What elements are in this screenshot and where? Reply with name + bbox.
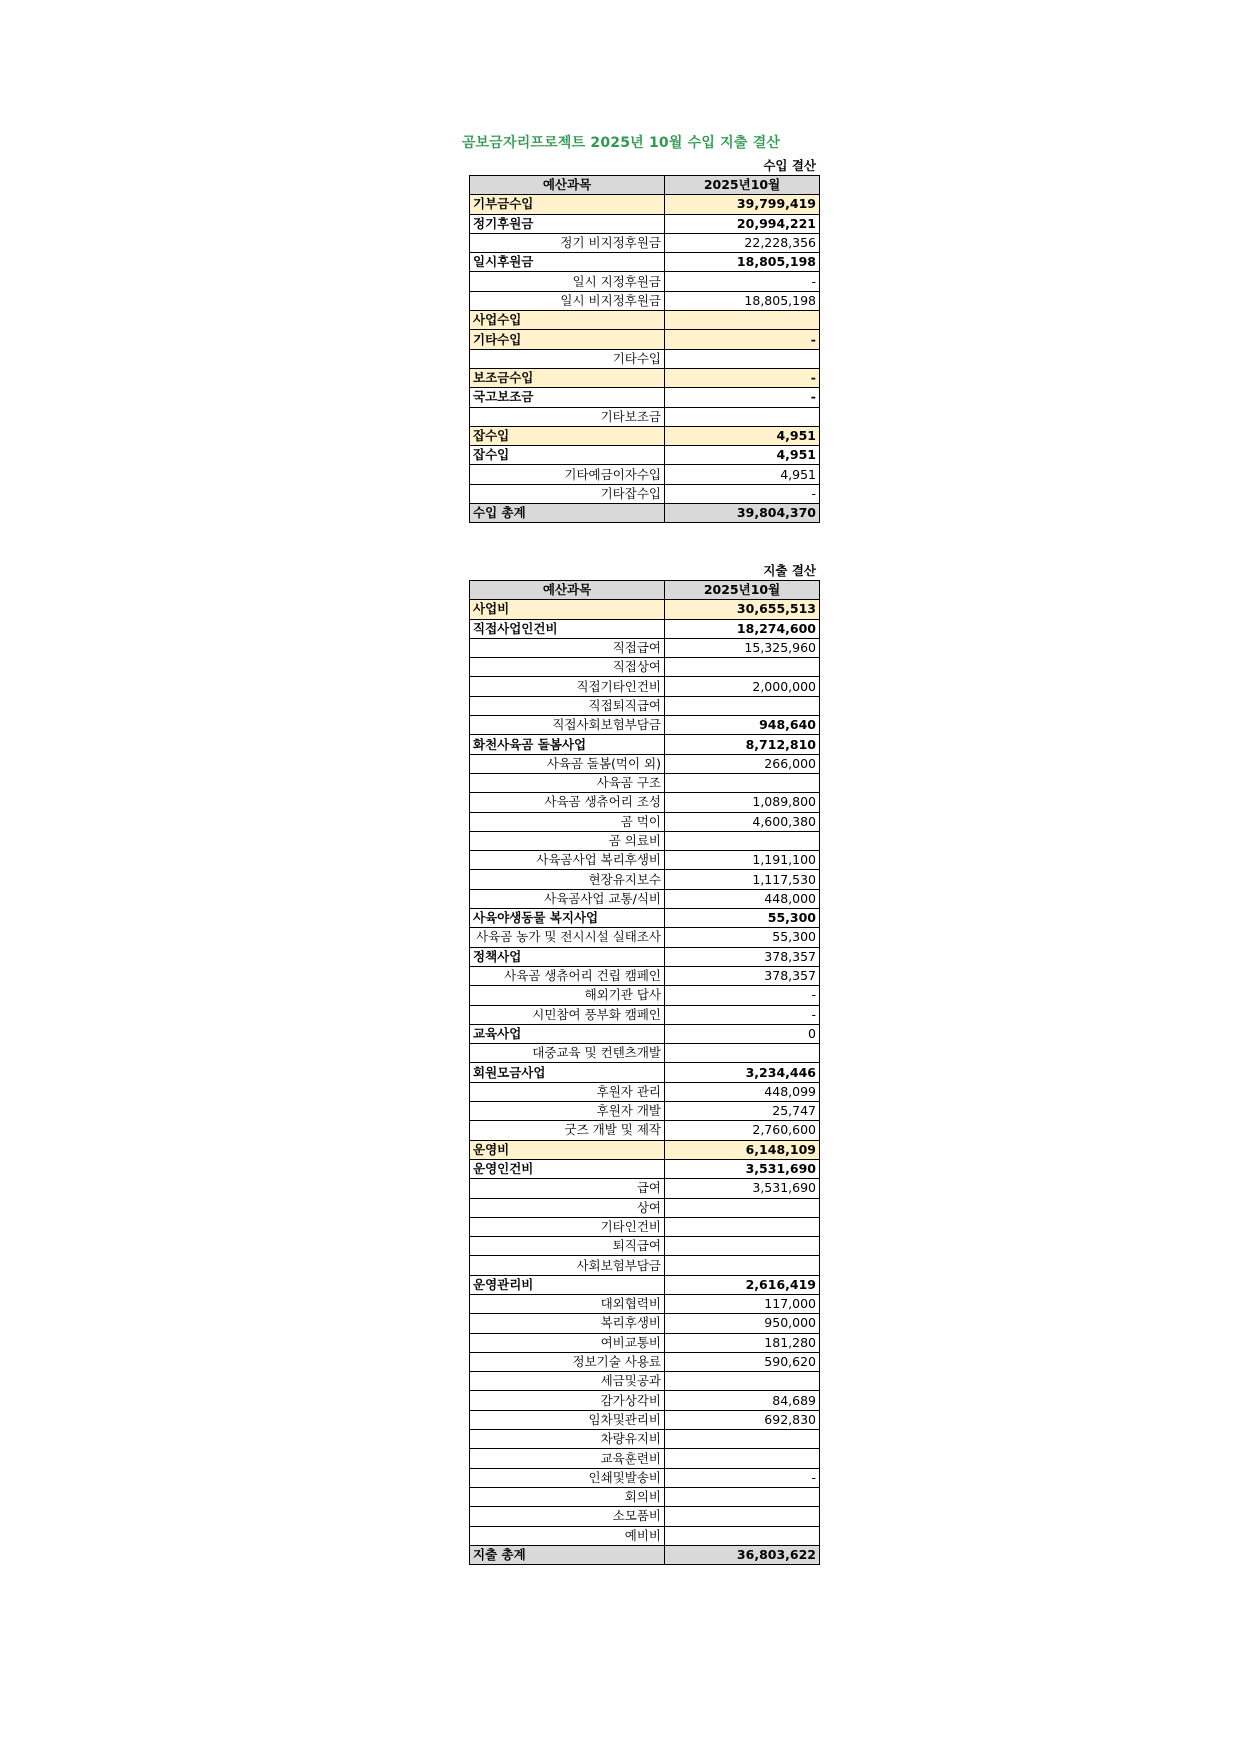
column-header-period: 2025년10월 (665, 581, 820, 600)
account-name-cell: 퇴직급여 (470, 1237, 665, 1256)
amount-cell: - (665, 1468, 820, 1487)
table-row (470, 1545, 820, 1564)
table-row (470, 1372, 820, 1391)
table-row (470, 1082, 820, 1101)
table-row (470, 658, 820, 677)
amount-cell: 4,951 (665, 426, 820, 445)
table-row (470, 677, 820, 696)
account-name-cell: 기타잡수입 (470, 484, 665, 503)
account-name-cell: 복리후생비 (470, 1314, 665, 1333)
table-row (470, 870, 820, 889)
account-name-cell: 곰 먹이 (470, 812, 665, 831)
account-name-cell: 사육곰 농가 및 전시시설 실태조사 (470, 928, 665, 947)
column-header-account: 예산과목 (470, 581, 665, 600)
amount-cell (665, 1198, 820, 1217)
table-row (470, 272, 820, 291)
amount-cell (665, 1430, 820, 1449)
table-row (470, 909, 820, 928)
account-name-cell: 교육사업 (470, 1024, 665, 1043)
account-name-cell: 곰 의료비 (470, 831, 665, 850)
amount-cell: 948,640 (665, 716, 820, 735)
table-row (470, 716, 820, 735)
income-section (469, 157, 819, 523)
income-header-row (470, 176, 820, 195)
table-row (470, 349, 820, 368)
account-name-cell: 사육곰사업 복리후생비 (470, 851, 665, 870)
expense-table (469, 580, 820, 1565)
amount-cell: 378,357 (665, 947, 820, 966)
amount-cell: 25,747 (665, 1102, 820, 1121)
account-name-cell: 사육곰 구조 (470, 773, 665, 792)
amount-cell: 950,000 (665, 1314, 820, 1333)
account-name-cell: 대중교육 및 컨텐츠개발 (470, 1044, 665, 1063)
amount-cell: 181,280 (665, 1333, 820, 1352)
table-row (470, 1005, 820, 1024)
table-row (470, 696, 820, 715)
account-name-cell: 교육훈련비 (470, 1449, 665, 1468)
table-row (470, 1410, 820, 1429)
page-title: 곰보금자리프로젝트 2025년 10월 수입 지출 결산 (461, 135, 781, 151)
account-name-cell: 운영관리비 (470, 1275, 665, 1294)
account-name-cell: 일시 지정후원금 (470, 272, 665, 291)
amount-cell: 4,951 (665, 465, 820, 484)
amount-cell: 2,616,419 (665, 1275, 820, 1294)
account-name-cell: 화천사육곰 돌봄사업 (470, 735, 665, 754)
account-name-cell: 회원모금사업 (470, 1063, 665, 1082)
income-table (469, 175, 820, 523)
account-name-cell: 사업수입 (470, 311, 665, 330)
account-name-cell: 잡수입 (470, 446, 665, 465)
amount-cell: 1,089,800 (665, 793, 820, 812)
account-name-cell: 직접사업인건비 (470, 619, 665, 638)
amount-cell (665, 831, 820, 850)
table-row (470, 1256, 820, 1275)
table-row (470, 1044, 820, 1063)
table-row (470, 1024, 820, 1043)
table-row (470, 426, 820, 445)
table-row (470, 1487, 820, 1506)
table-row (470, 619, 820, 638)
account-name-cell: 회의비 (470, 1487, 665, 1506)
amount-cell: 55,300 (665, 909, 820, 928)
amount-cell: 3,234,446 (665, 1063, 820, 1082)
table-row (470, 1102, 820, 1121)
amount-cell (665, 1256, 820, 1275)
account-name-cell: 기타인건비 (470, 1217, 665, 1236)
amount-cell: - (665, 1005, 820, 1024)
account-name-cell: 해외기관 답사 (470, 986, 665, 1005)
account-name-cell: 정기 비지정후원금 (470, 233, 665, 252)
table-row (470, 1063, 820, 1082)
account-name-cell: 후원자 개발 (470, 1102, 665, 1121)
account-name-cell: 상여 (470, 1198, 665, 1217)
table-row (470, 773, 820, 792)
account-name-cell: 직접급여 (470, 638, 665, 657)
table-row (470, 1314, 820, 1333)
table-row (470, 1179, 820, 1198)
amount-cell: - (665, 986, 820, 1005)
account-name-cell: 임차및관리비 (470, 1410, 665, 1429)
table-row (470, 407, 820, 426)
amount-cell: 1,191,100 (665, 851, 820, 870)
table-row (470, 504, 820, 523)
table-row (470, 1198, 820, 1217)
account-name-cell: 직접기타인건비 (470, 677, 665, 696)
amount-cell: 39,804,370 (665, 504, 820, 523)
amount-cell: 20,994,221 (665, 214, 820, 233)
table-row (470, 368, 820, 387)
table-row (470, 1449, 820, 1468)
table-row (470, 195, 820, 214)
table-row (470, 253, 820, 272)
account-name-cell: 기타예금이자수입 (470, 465, 665, 484)
table-row (470, 1121, 820, 1140)
account-name-cell: 기타수입 (470, 330, 665, 349)
amount-cell: 22,228,356 (665, 233, 820, 252)
account-name-cell: 사육곰 돌봄(먹이 외) (470, 754, 665, 773)
account-name-cell: 예비비 (470, 1526, 665, 1545)
table-row (470, 831, 820, 850)
amount-cell: 4,951 (665, 446, 820, 465)
amount-cell: 266,000 (665, 754, 820, 773)
amount-cell (665, 1372, 820, 1391)
amount-cell (665, 1044, 820, 1063)
account-name-cell: 사육곰 생츄어리 조성 (470, 793, 665, 812)
account-name-cell: 보조금수입 (470, 368, 665, 387)
table-row (470, 465, 820, 484)
account-name-cell: 사육야생동물 복지사업 (470, 909, 665, 928)
table-row (470, 986, 820, 1005)
table-row (470, 638, 820, 657)
amount-cell: 3,531,690 (665, 1159, 820, 1178)
table-row (470, 1159, 820, 1178)
expense-section (469, 562, 819, 1565)
account-name-cell: 후원자 관리 (470, 1082, 665, 1101)
amount-cell: 1,117,530 (665, 870, 820, 889)
account-name-cell: 대외협력비 (470, 1294, 665, 1313)
amount-cell: 2,760,600 (665, 1121, 820, 1140)
account-name-cell: 감가상각비 (470, 1391, 665, 1410)
table-row (470, 484, 820, 503)
table-row (470, 966, 820, 985)
amount-cell (665, 1526, 820, 1545)
table-row (470, 1140, 820, 1159)
amount-cell: - (665, 330, 820, 349)
account-name-cell: 굿즈 개발 및 제작 (470, 1121, 665, 1140)
amount-cell: 590,620 (665, 1352, 820, 1371)
account-name-cell: 운영비 (470, 1140, 665, 1159)
amount-cell (665, 1449, 820, 1468)
account-name-cell: 기부금수입 (470, 195, 665, 214)
table-row (470, 214, 820, 233)
account-name-cell: 국고보조금 (470, 388, 665, 407)
account-name-cell: 일시후원금 (470, 253, 665, 272)
table-row (470, 754, 820, 773)
account-name-cell: 지출 총계 (470, 1545, 665, 1564)
amount-cell: 18,805,198 (665, 291, 820, 310)
account-name-cell: 현장유지보수 (470, 870, 665, 889)
amount-cell (665, 658, 820, 677)
table-row (470, 1507, 820, 1526)
amount-cell: - (665, 484, 820, 503)
table-row (470, 889, 820, 908)
table-row (470, 1526, 820, 1545)
table-row (470, 1352, 820, 1371)
amount-cell (665, 1217, 820, 1236)
account-name-cell: 급여 (470, 1179, 665, 1198)
table-row (470, 928, 820, 947)
amount-cell: - (665, 272, 820, 291)
amount-cell: 692,830 (665, 1410, 820, 1429)
amount-cell (665, 773, 820, 792)
column-header-period: 2025년10월 (665, 176, 820, 195)
column-header-account: 예산과목 (470, 176, 665, 195)
account-name-cell: 직접상여 (470, 658, 665, 677)
account-name-cell: 일시 비지정후원금 (470, 291, 665, 310)
table-row (470, 812, 820, 831)
amount-cell (665, 1237, 820, 1256)
amount-cell: 3,531,690 (665, 1179, 820, 1198)
table-row (470, 851, 820, 870)
account-name-cell: 사회보험부담금 (470, 1256, 665, 1275)
table-row (470, 1275, 820, 1294)
account-name-cell: 인쇄및발송비 (470, 1468, 665, 1487)
account-name-cell: 운영인건비 (470, 1159, 665, 1178)
account-name-cell: 사업비 (470, 600, 665, 619)
amount-cell: 378,357 (665, 966, 820, 985)
amount-cell: 55,300 (665, 928, 820, 947)
account-name-cell: 기타수입 (470, 349, 665, 368)
amount-cell: 117,000 (665, 1294, 820, 1313)
amount-cell (665, 1487, 820, 1506)
table-row (470, 735, 820, 754)
expense-section-label: 지출 결산 (763, 563, 816, 578)
amount-cell (665, 311, 820, 330)
table-row (470, 291, 820, 310)
table-row (470, 1333, 820, 1352)
table-row (470, 1430, 820, 1449)
amount-cell: 18,805,198 (665, 253, 820, 272)
table-row (470, 446, 820, 465)
amount-cell (665, 1507, 820, 1526)
amount-cell: - (665, 368, 820, 387)
amount-cell: 6,148,109 (665, 1140, 820, 1159)
account-name-cell: 기타보조금 (470, 407, 665, 426)
table-row (470, 793, 820, 812)
account-name-cell: 직접사회보험부담금 (470, 716, 665, 735)
amount-cell: 4,600,380 (665, 812, 820, 831)
amount-cell: 30,655,513 (665, 600, 820, 619)
table-row (470, 1217, 820, 1236)
account-name-cell: 소모품비 (470, 1507, 665, 1526)
amount-cell: 15,325,960 (665, 638, 820, 657)
table-row (470, 600, 820, 619)
amount-cell: 18,274,600 (665, 619, 820, 638)
amount-cell (665, 349, 820, 368)
amount-cell: 0 (665, 1024, 820, 1043)
account-name-cell: 정책사업 (470, 947, 665, 966)
account-name-cell: 직접퇴직급여 (470, 696, 665, 715)
table-row (470, 1294, 820, 1313)
table-row (470, 1391, 820, 1410)
account-name-cell: 정보기술 사용료 (470, 1352, 665, 1371)
amount-cell (665, 407, 820, 426)
account-name-cell: 여비교통비 (470, 1333, 665, 1352)
amount-cell: 8,712,810 (665, 735, 820, 754)
account-name-cell: 잡수입 (470, 426, 665, 445)
account-name-cell: 세금및공과 (470, 1372, 665, 1391)
account-name-cell: 수입 총계 (470, 504, 665, 523)
account-name-cell: 시민참여 풍부화 캠페인 (470, 1005, 665, 1024)
amount-cell (665, 696, 820, 715)
table-row (470, 388, 820, 407)
amount-cell: 448,099 (665, 1082, 820, 1101)
table-row (470, 1237, 820, 1256)
table-row (470, 233, 820, 252)
amount-cell: 36,803,622 (665, 1545, 820, 1564)
amount-cell: - (665, 388, 820, 407)
table-row (470, 330, 820, 349)
table-row (470, 311, 820, 330)
amount-cell: 2,000,000 (665, 677, 820, 696)
table-row (470, 947, 820, 966)
account-name-cell: 정기후원금 (470, 214, 665, 233)
amount-cell: 39,799,419 (665, 195, 820, 214)
income-section-label: 수입 결산 (763, 158, 816, 173)
account-name-cell: 사육곰 생츄어리 건립 캠페인 (470, 966, 665, 985)
expense-header-row (470, 581, 820, 600)
account-name-cell: 차량유지비 (470, 1430, 665, 1449)
table-row (470, 1468, 820, 1487)
account-name-cell: 사육곰사업 교통/식비 (470, 889, 665, 908)
amount-cell: 448,000 (665, 889, 820, 908)
amount-cell: 84,689 (665, 1391, 820, 1410)
